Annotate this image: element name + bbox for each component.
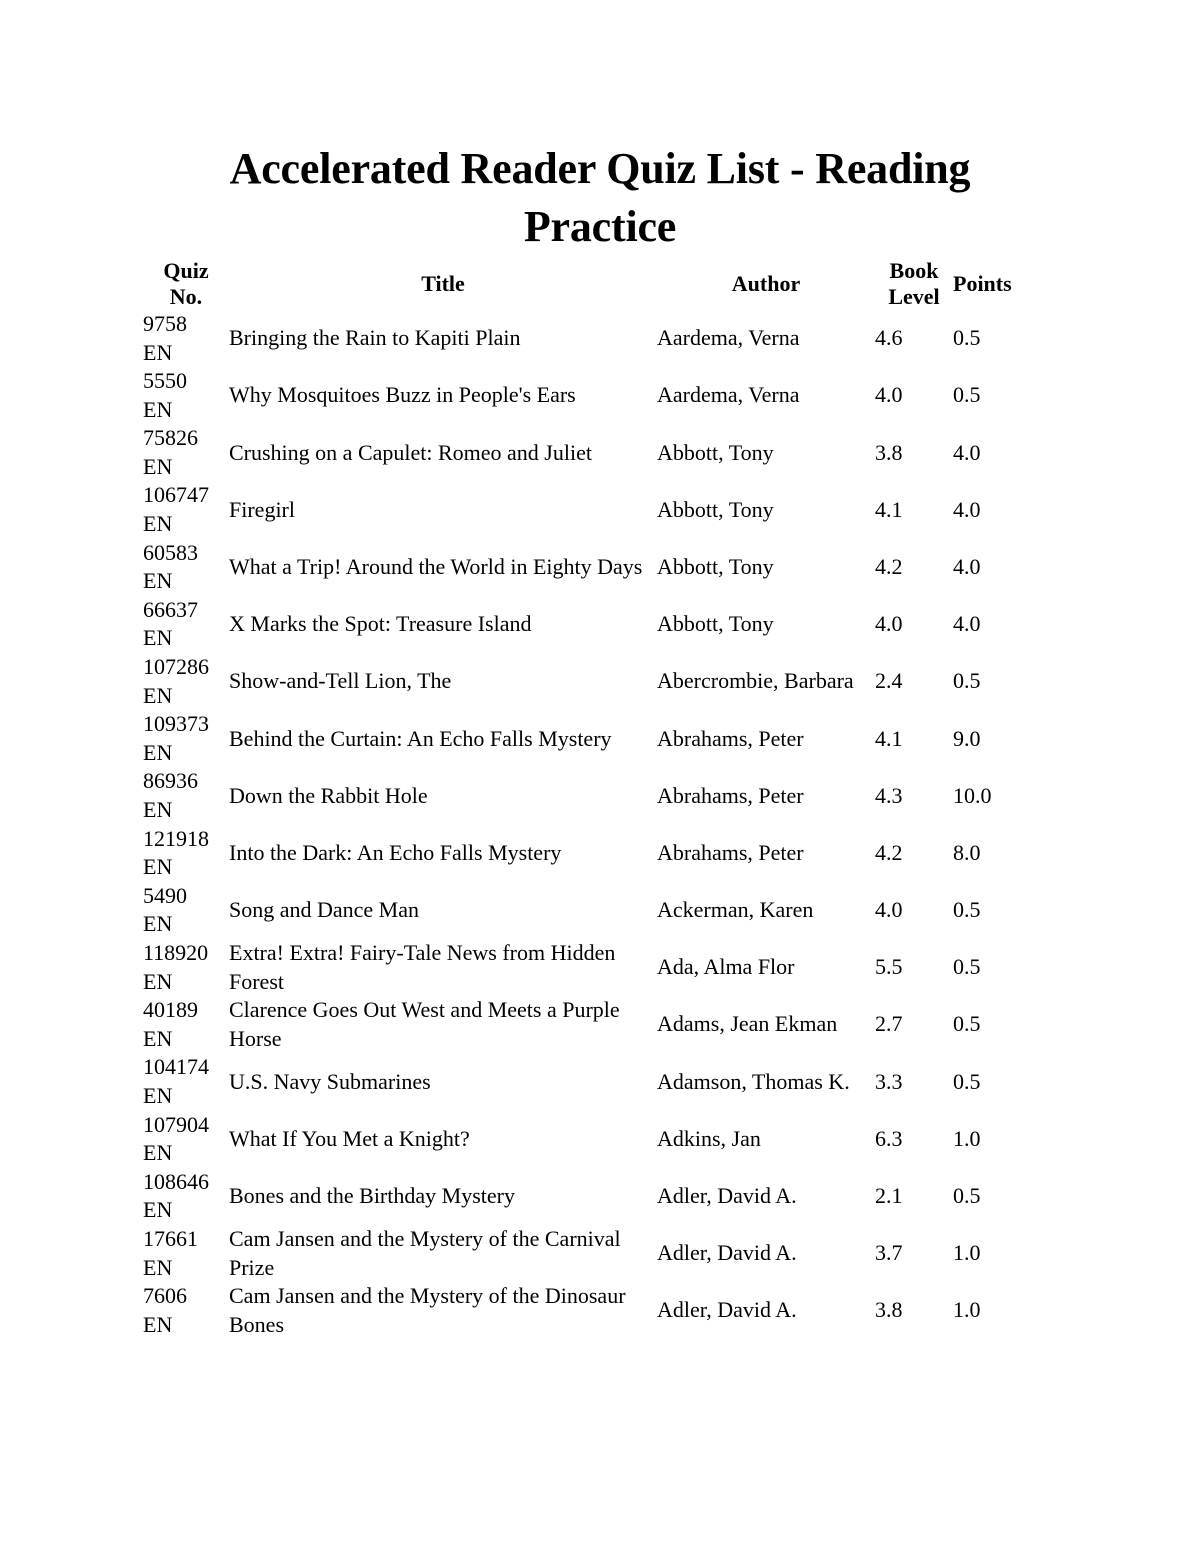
cell-points: 10.0	[953, 782, 992, 808]
cell-book-level: 2.4	[875, 668, 903, 694]
cell-author: Adler, David A.	[657, 1183, 797, 1209]
table-row	[143, 596, 1073, 653]
cell-quiz-no	[143, 310, 229, 367]
table-row	[143, 1168, 1073, 1225]
quiz-number: 75826	[143, 425, 198, 451]
cell-author: Aardema, Verna	[657, 325, 800, 351]
cell-quiz-no	[143, 1053, 229, 1110]
cell-author: Adams, Jean Ekman	[657, 1011, 838, 1037]
cell-title: Crushing on a Capulet: Romeo and Juliet	[229, 439, 592, 465]
quiz-language-code: EN	[143, 739, 173, 765]
cell-author: Abbott, Tony	[657, 553, 774, 579]
cell-book-level: 4.0	[875, 611, 903, 637]
quiz-language-code: EN	[143, 1140, 173, 1166]
cell-author: Adler, David A.	[657, 1240, 797, 1266]
cell-quiz-no	[143, 1111, 229, 1168]
quiz-list-table	[143, 258, 1073, 1339]
quiz-number: 108646	[143, 1168, 209, 1194]
cell-points: 1.0	[953, 1297, 981, 1323]
cell-points: 4.0	[953, 496, 981, 522]
quiz-language-code: EN	[143, 396, 173, 422]
cell-quiz-no	[143, 367, 229, 424]
column-header-points: Points	[953, 270, 1012, 296]
cell-title: Behind the Curtain: An Echo Falls Mystery	[229, 725, 612, 751]
quiz-number: 104174	[143, 1054, 209, 1080]
table-row	[143, 539, 1073, 596]
cell-points: 0.5	[953, 1011, 981, 1037]
column-header-quiz-no-line-2: No.	[169, 283, 203, 309]
cell-book-level: 2.1	[875, 1183, 903, 1209]
cell-book-level: 6.3	[875, 1125, 903, 1151]
cell-points: 4.0	[953, 611, 981, 637]
quiz-language-code: EN	[143, 1311, 173, 1337]
quiz-number: 86936	[143, 768, 198, 794]
cell-quiz-no	[143, 1282, 229, 1339]
cell-points: 0.5	[953, 1068, 981, 1094]
cell-book-level: 4.6	[875, 325, 903, 351]
page-title	[190, 140, 1010, 256]
quiz-language-code: EN	[143, 911, 173, 937]
column-header-book-level-line-2: Level	[888, 283, 940, 309]
quiz-number: 107904	[143, 1111, 209, 1137]
cell-quiz-no	[143, 481, 229, 538]
table-row	[143, 653, 1073, 710]
cell-author: Abrahams, Peter	[657, 725, 804, 751]
cell-quiz-no	[143, 882, 229, 939]
cell-title: Into the Dark: An Echo Falls Mystery	[229, 839, 562, 865]
cell-book-level: 4.0	[875, 897, 903, 923]
table-header-row	[143, 258, 1073, 310]
cell-points: 1.0	[953, 1125, 981, 1151]
cell-author: Abbott, Tony	[657, 611, 774, 637]
cell-points: 0.5	[953, 897, 981, 923]
quiz-number: 66637	[143, 596, 198, 622]
cell-title: Clarence Goes Out West and Meets a Purple Horse	[229, 997, 620, 1051]
quiz-number: 40189	[143, 997, 198, 1023]
cell-book-level: 3.8	[875, 439, 903, 465]
cell-points: 0.5	[953, 1183, 981, 1209]
column-header-book-level	[875, 258, 953, 310]
cell-title: What a Trip! Around the World in Eighty Days	[229, 553, 643, 579]
quiz-number: 5490	[143, 882, 187, 908]
cell-author: Ackerman, Karen	[657, 897, 814, 923]
table-row	[143, 1111, 1073, 1168]
quiz-number: 9758	[143, 310, 187, 336]
cell-book-level: 3.8	[875, 1297, 903, 1323]
cell-title: Show-and-Tell Lion, The	[229, 668, 452, 694]
cell-author: Aardema, Verna	[657, 382, 800, 408]
cell-title: Cam Jansen and the Mystery of the Carnival Prize	[229, 1225, 621, 1280]
table-row	[143, 767, 1073, 824]
quiz-language-code: EN	[143, 797, 173, 822]
table-row	[143, 1282, 1073, 1339]
quiz-number: 107286	[143, 654, 209, 680]
quiz-language-code: EN	[143, 625, 173, 651]
column-header-quiz-no-line-1: Quiz	[163, 258, 209, 283]
cell-quiz-no	[143, 1168, 229, 1225]
cell-book-level: 4.2	[875, 553, 903, 579]
cell-author: Abbott, Tony	[657, 496, 774, 522]
table-row	[143, 367, 1073, 424]
cell-book-level: 3.7	[875, 1240, 903, 1266]
cell-quiz-no	[143, 653, 229, 710]
table-row	[143, 882, 1073, 939]
cell-quiz-no	[143, 424, 229, 481]
cell-title: U.S. Navy Submarines	[229, 1068, 431, 1094]
page-title-line-1: Accelerated Reader Quiz List - Reading	[229, 144, 971, 193]
table-header	[143, 258, 1073, 310]
quiz-language-code: EN	[143, 1254, 173, 1280]
quiz-number: 118920	[143, 939, 209, 965]
cell-book-level: 3.3	[875, 1068, 903, 1094]
cell-author: Adkins, Jan	[657, 1125, 761, 1151]
cell-title: Cam Jansen and the Mystery of the Dinosaur Bones	[229, 1283, 626, 1337]
table-row	[143, 424, 1073, 481]
column-header-author: Author	[731, 270, 801, 296]
column-header-title: Title	[421, 270, 465, 296]
quiz-language-code: EN	[143, 1082, 173, 1108]
column-header-quiz-no	[143, 258, 229, 310]
quiz-language-code: EN	[143, 968, 173, 994]
table-row	[143, 825, 1073, 882]
quiz-language-code: EN	[143, 854, 173, 880]
quiz-language-code: EN	[143, 1197, 173, 1223]
quiz-number: 5550	[143, 368, 187, 394]
quiz-language-code: EN	[143, 453, 173, 479]
cell-quiz-no	[143, 539, 229, 596]
cell-title: X Marks the Spot: Treasure Island	[229, 611, 532, 637]
cell-quiz-no	[143, 825, 229, 882]
cell-book-level: 5.5	[875, 954, 903, 980]
cell-title: Bones and the Birthday Mystery	[229, 1183, 515, 1209]
quiz-number: 109373	[143, 711, 209, 737]
quiz-number: 121918	[143, 825, 209, 851]
cell-author: Abercrombie, Barbara	[657, 668, 854, 694]
cell-author: Abrahams, Peter	[657, 839, 804, 865]
quiz-number: 7606	[143, 1283, 187, 1309]
cell-quiz-no	[143, 1225, 229, 1282]
page-title-line-2: Practice	[523, 202, 677, 252]
cell-points: 4.0	[953, 553, 981, 579]
cell-title: Down the Rabbit Hole	[229, 782, 428, 808]
quiz-language-code: EN	[143, 682, 173, 708]
table-row	[143, 939, 1073, 996]
table-body	[143, 310, 1073, 1339]
cell-book-level: 4.2	[875, 839, 903, 865]
quiz-language-code: EN	[143, 339, 173, 365]
cell-title: Extra! Extra! Fairy-Tale News from Hidden Forest	[229, 939, 616, 994]
cell-points: 4.0	[953, 439, 981, 465]
cell-author: Ada, Alma Flor	[657, 954, 795, 980]
cell-title: Song and Dance Man	[229, 897, 420, 923]
quiz-number: 60583	[143, 539, 198, 565]
cell-book-level: 4.0	[875, 382, 903, 408]
table-row	[143, 996, 1073, 1053]
cell-book-level: 4.3	[875, 782, 903, 808]
cell-quiz-no	[143, 939, 229, 996]
cell-book-level: 4.1	[875, 725, 903, 751]
cell-quiz-no	[143, 596, 229, 653]
cell-title: Bringing the Rain to Kapiti Plain	[229, 325, 521, 351]
table-row	[143, 310, 1073, 367]
cell-author: Adamson, Thomas K.	[657, 1068, 850, 1094]
cell-author: Abrahams, Peter	[657, 782, 804, 808]
cell-author: Adler, David A.	[657, 1297, 797, 1323]
cell-points: 1.0	[953, 1240, 981, 1266]
table-row	[143, 1053, 1073, 1110]
cell-title: What If You Met a Knight?	[229, 1125, 470, 1151]
cell-book-level: 2.7	[875, 1011, 903, 1037]
cell-points: 9.0	[953, 725, 981, 751]
table-row	[143, 1225, 1073, 1282]
column-header-book-level-line-1: Book	[889, 258, 939, 283]
table-row	[143, 710, 1073, 767]
cell-points: 0.5	[953, 954, 981, 980]
quiz-number: 17661	[143, 1225, 198, 1251]
cell-points: 0.5	[953, 382, 981, 408]
cell-points: 0.5	[953, 325, 981, 351]
cell-points: 8.0	[953, 839, 981, 865]
quiz-language-code: EN	[143, 511, 173, 537]
cell-quiz-no	[143, 996, 229, 1053]
cell-points: 0.5	[953, 668, 981, 694]
cell-quiz-no	[143, 710, 229, 767]
cell-title: Why Mosquitoes Buzz in People's Ears	[229, 382, 576, 408]
cell-title: Firegirl	[229, 496, 295, 522]
table-row	[143, 481, 1073, 538]
quiz-number: 106747	[143, 482, 209, 508]
quiz-language-code: EN	[143, 568, 173, 594]
cell-quiz-no	[143, 767, 229, 824]
cell-author: Abbott, Tony	[657, 439, 774, 465]
cell-book-level: 4.1	[875, 496, 903, 522]
quiz-language-code: EN	[143, 1025, 173, 1051]
